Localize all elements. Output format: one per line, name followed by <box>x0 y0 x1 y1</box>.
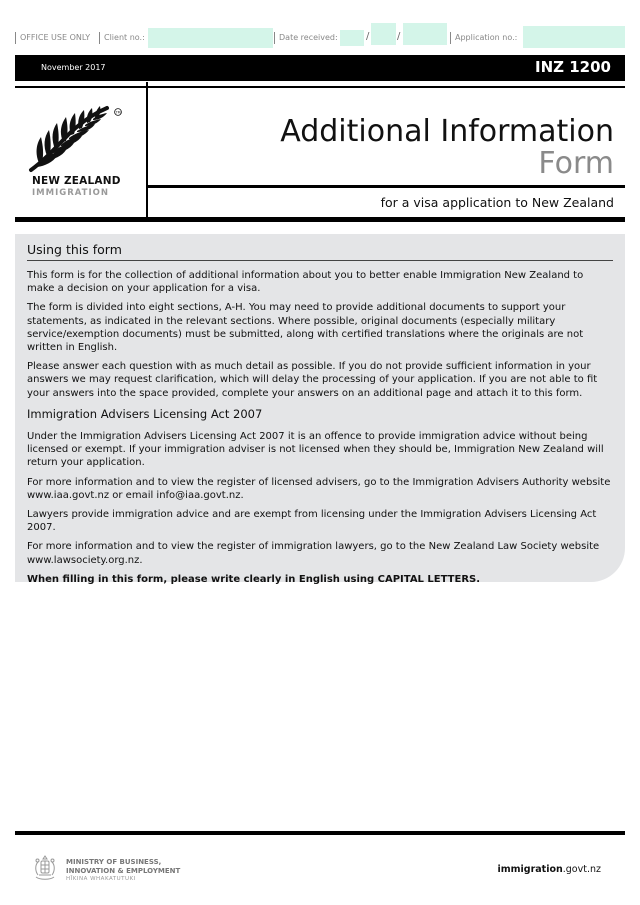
paragraph: Lawyers provide immigration advice and are exempt from licensing under the Immigration Advisers Licensing Act 2007. <box>27 509 597 534</box>
form-code: INZ 1200 <box>535 58 611 76</box>
page-subtitle: for a visa application to New Zealand <box>380 195 614 210</box>
silver-fern-icon <box>27 104 127 174</box>
divider <box>15 217 625 222</box>
application-no-field[interactable] <box>523 26 625 48</box>
trademark-text: TM <box>115 110 121 115</box>
date-day-field[interactable] <box>340 30 364 46</box>
panel-heading: Using this form <box>27 242 122 257</box>
form-date: November 2017 <box>41 63 106 72</box>
divider <box>450 32 451 44</box>
date-year-field[interactable] <box>403 23 447 45</box>
date-received-label: Date received: <box>279 33 338 42</box>
paragraph: For more information and to view the register of licensed advisers, go to the Immigration Advisers Authority website www.iaa.govt.nz or email info@iaa.govt.nz. <box>27 476 611 501</box>
paragraph: Under the Immigration Advisers Licensing Act 2007 it is an offence to provide immigration advice without being licensed or exempt. If your immigration adviser is not licensed when they should be, Immigration New Zealand will return your application. <box>27 431 604 469</box>
ministry-line2: INNOVATION & EMPLOYMENT <box>66 867 181 875</box>
date-month-field[interactable] <box>371 23 396 45</box>
paragraph: For more information and to view the register of immigration lawyers, go to the New Zealand Law Society website www.lawsociety.org.nz. <box>27 541 600 566</box>
header-band <box>15 55 625 81</box>
office-use-label: OFFICE USE ONLY <box>20 33 91 42</box>
date-separator: / <box>397 31 401 42</box>
coat-of-arms-icon <box>30 853 60 883</box>
using-this-form-panel <box>15 234 625 585</box>
divider <box>15 86 625 88</box>
page-title-form: Form <box>538 146 614 181</box>
divider <box>15 831 625 835</box>
mbie-logo <box>30 853 230 885</box>
paragraph: This form is for the collection of additional information about you to better enable Immigration New Zealand to make a decision on your application for a visa. <box>27 270 584 295</box>
nz-immigration-logo <box>27 104 127 200</box>
divider <box>274 32 275 44</box>
website-bold: immigration <box>497 864 563 875</box>
paragraph: The form is divided into eight sections, A-H. You may need to provide additional documents to support your statements, as indicated in the relevant sections. Where possible, original documents (especially military service/exemption documents) must be submitted, along with certified translations where the originals are not written in English. <box>27 302 584 354</box>
office-use-strip <box>15 28 625 48</box>
divider <box>146 82 148 218</box>
website-rest: .govt.nz <box>562 864 601 875</box>
logo-name-line1: NEW ZEALAND <box>32 175 121 187</box>
divider <box>148 185 625 188</box>
application-no-label: Application no.: <box>455 33 518 42</box>
page-title: Additional Information <box>280 114 614 149</box>
ministry-line3: HĪKINA WHAKATUTUKI <box>66 876 136 882</box>
client-no-field[interactable] <box>148 28 273 48</box>
divider <box>99 32 100 44</box>
panel-subheading: Immigration Advisers Licensing Act 2007 <box>27 406 263 421</box>
capital-letters-instruction: When filling in this form, please write clearly in English using CAPITAL LETTERS. <box>27 573 481 585</box>
client-no-label: Client no.: <box>104 33 145 42</box>
panel-content <box>27 269 613 592</box>
trademark-icon <box>114 108 122 116</box>
divider <box>15 32 16 44</box>
website-url[interactable] <box>497 864 601 875</box>
divider <box>27 260 613 261</box>
date-separator: / <box>366 31 370 42</box>
ministry-line1: MINISTRY OF BUSINESS, <box>66 858 162 866</box>
paragraph: Please answer each question with as much detail as possible. If you do not provide sufficient information in your answers we may request clarification, which will delay the processing of your application. If you are not able to fit your answers into the space provided, complete your answers on an additional page and attach it to this form. <box>27 361 598 399</box>
logo-name-line2: IMMIGRATION <box>32 188 109 198</box>
